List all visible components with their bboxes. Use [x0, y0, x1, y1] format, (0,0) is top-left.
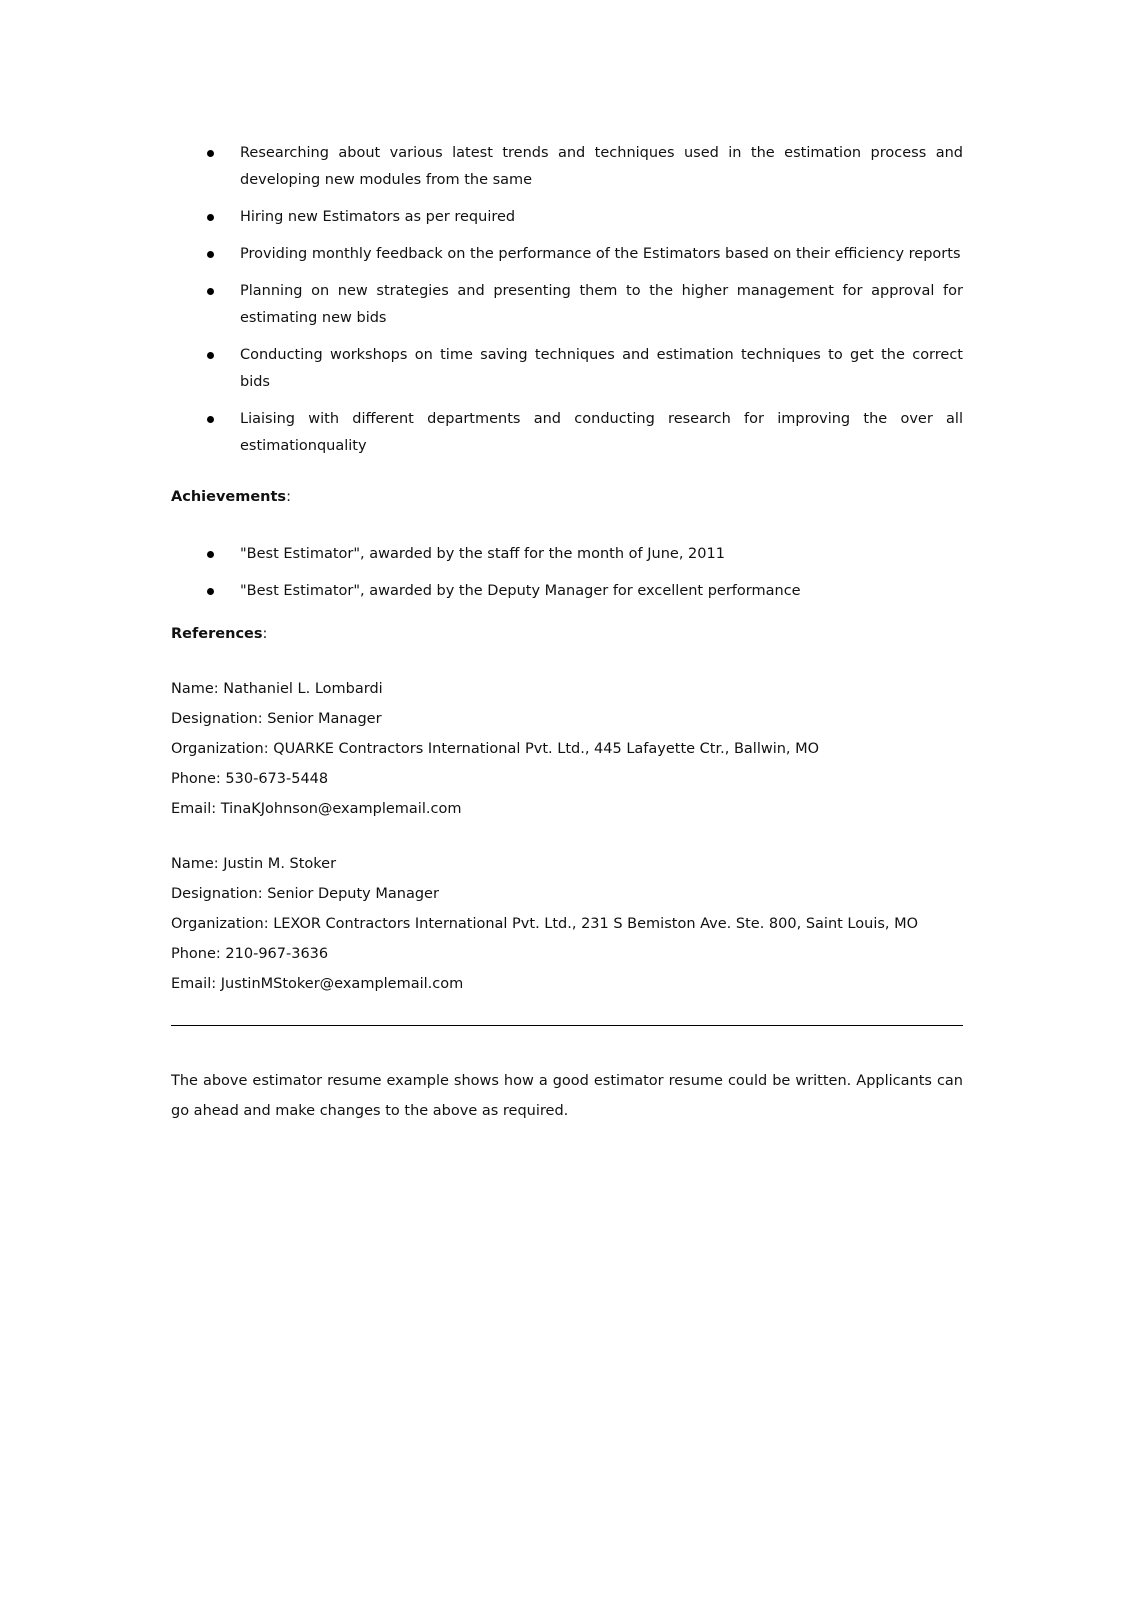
- list-item-text: "Best Estimator", awarded by the Deputy Manager for excellent performance: [240, 583, 801, 599]
- reference-phone: Phone: 530-673-5448: [171, 771, 329, 787]
- list-item-text: Conducting workshops on time saving techniques and estimation techniques to get the correct bids: [240, 347, 963, 390]
- bullet-icon: [207, 214, 214, 221]
- bullet-icon: [207, 416, 214, 423]
- reference-email: Email: TinaKJohnson@examplemail.com: [171, 801, 462, 817]
- list-item: [171, 578, 963, 605]
- bullet-icon: [207, 352, 214, 359]
- responsibilities-list: [171, 140, 963, 460]
- bullet-icon: [207, 551, 214, 558]
- reference-entry: [171, 674, 963, 824]
- page-content: [171, 140, 963, 1126]
- list-item: [171, 342, 963, 396]
- list-item-text: Planning on new strategies and presenting them to the higher management for approval for estimating new bids: [240, 283, 963, 326]
- list-item-text: Liaising with different departments and conducting research for improving the over all estimationquality: [240, 411, 963, 454]
- bullet-icon: [207, 288, 214, 295]
- list-item: [171, 278, 963, 332]
- closing-paragraph: The above estimator resume example shows how a good estimator resume could be written. Applicants can go ahead and make changes to the above as required.: [171, 1073, 963, 1119]
- list-item: [171, 541, 963, 568]
- reference-organization: Organization: LEXOR Contractors International Pvt. Ltd., 231 S Bemiston Ave. Ste. 800, Saint Louis, MO: [171, 916, 919, 932]
- reference-email: Email: JustinMStoker@examplemail.com: [171, 976, 464, 992]
- achievements-list: [171, 541, 963, 605]
- list-item-text: Researching about various latest trends and techniques used in the estimation process and developing new modules from the same: [240, 145, 963, 188]
- achievements-heading-text: Achievements: [171, 489, 287, 505]
- reference-name: Name: Justin M. Stoker: [171, 856, 337, 872]
- references-heading: References:: [171, 626, 268, 642]
- reference-designation: Designation: Senior Deputy Manager: [171, 886, 439, 902]
- list-item-text: Hiring new Estimators as per required: [240, 209, 516, 225]
- bullet-icon: [207, 251, 214, 258]
- list-item: [171, 241, 963, 268]
- list-item-text: Providing monthly feedback on the performance of the Estimators based on their efficiency reports: [240, 246, 961, 262]
- reference-organization: Organization: QUARKE Contractors International Pvt. Ltd., 445 Lafayette Ctr., Ballwin, MO: [171, 741, 820, 757]
- reference-entry: [171, 849, 963, 999]
- reference-phone: Phone: 210-967-3636: [171, 946, 329, 962]
- list-item: [171, 204, 963, 231]
- list-item: [171, 140, 963, 194]
- reference-designation: Designation: Senior Manager: [171, 711, 382, 727]
- reference-name: Name: Nathaniel L. Lombardi: [171, 681, 383, 697]
- list-item: [171, 406, 963, 460]
- references-heading-text: References: [171, 626, 263, 642]
- achievements-heading: Achievements:: [171, 489, 291, 505]
- divider: [171, 1025, 963, 1026]
- bullet-icon: [207, 150, 214, 157]
- bullet-icon: [207, 588, 214, 595]
- list-item-text: "Best Estimator", awarded by the staff for the month of June, 2011: [240, 546, 725, 562]
